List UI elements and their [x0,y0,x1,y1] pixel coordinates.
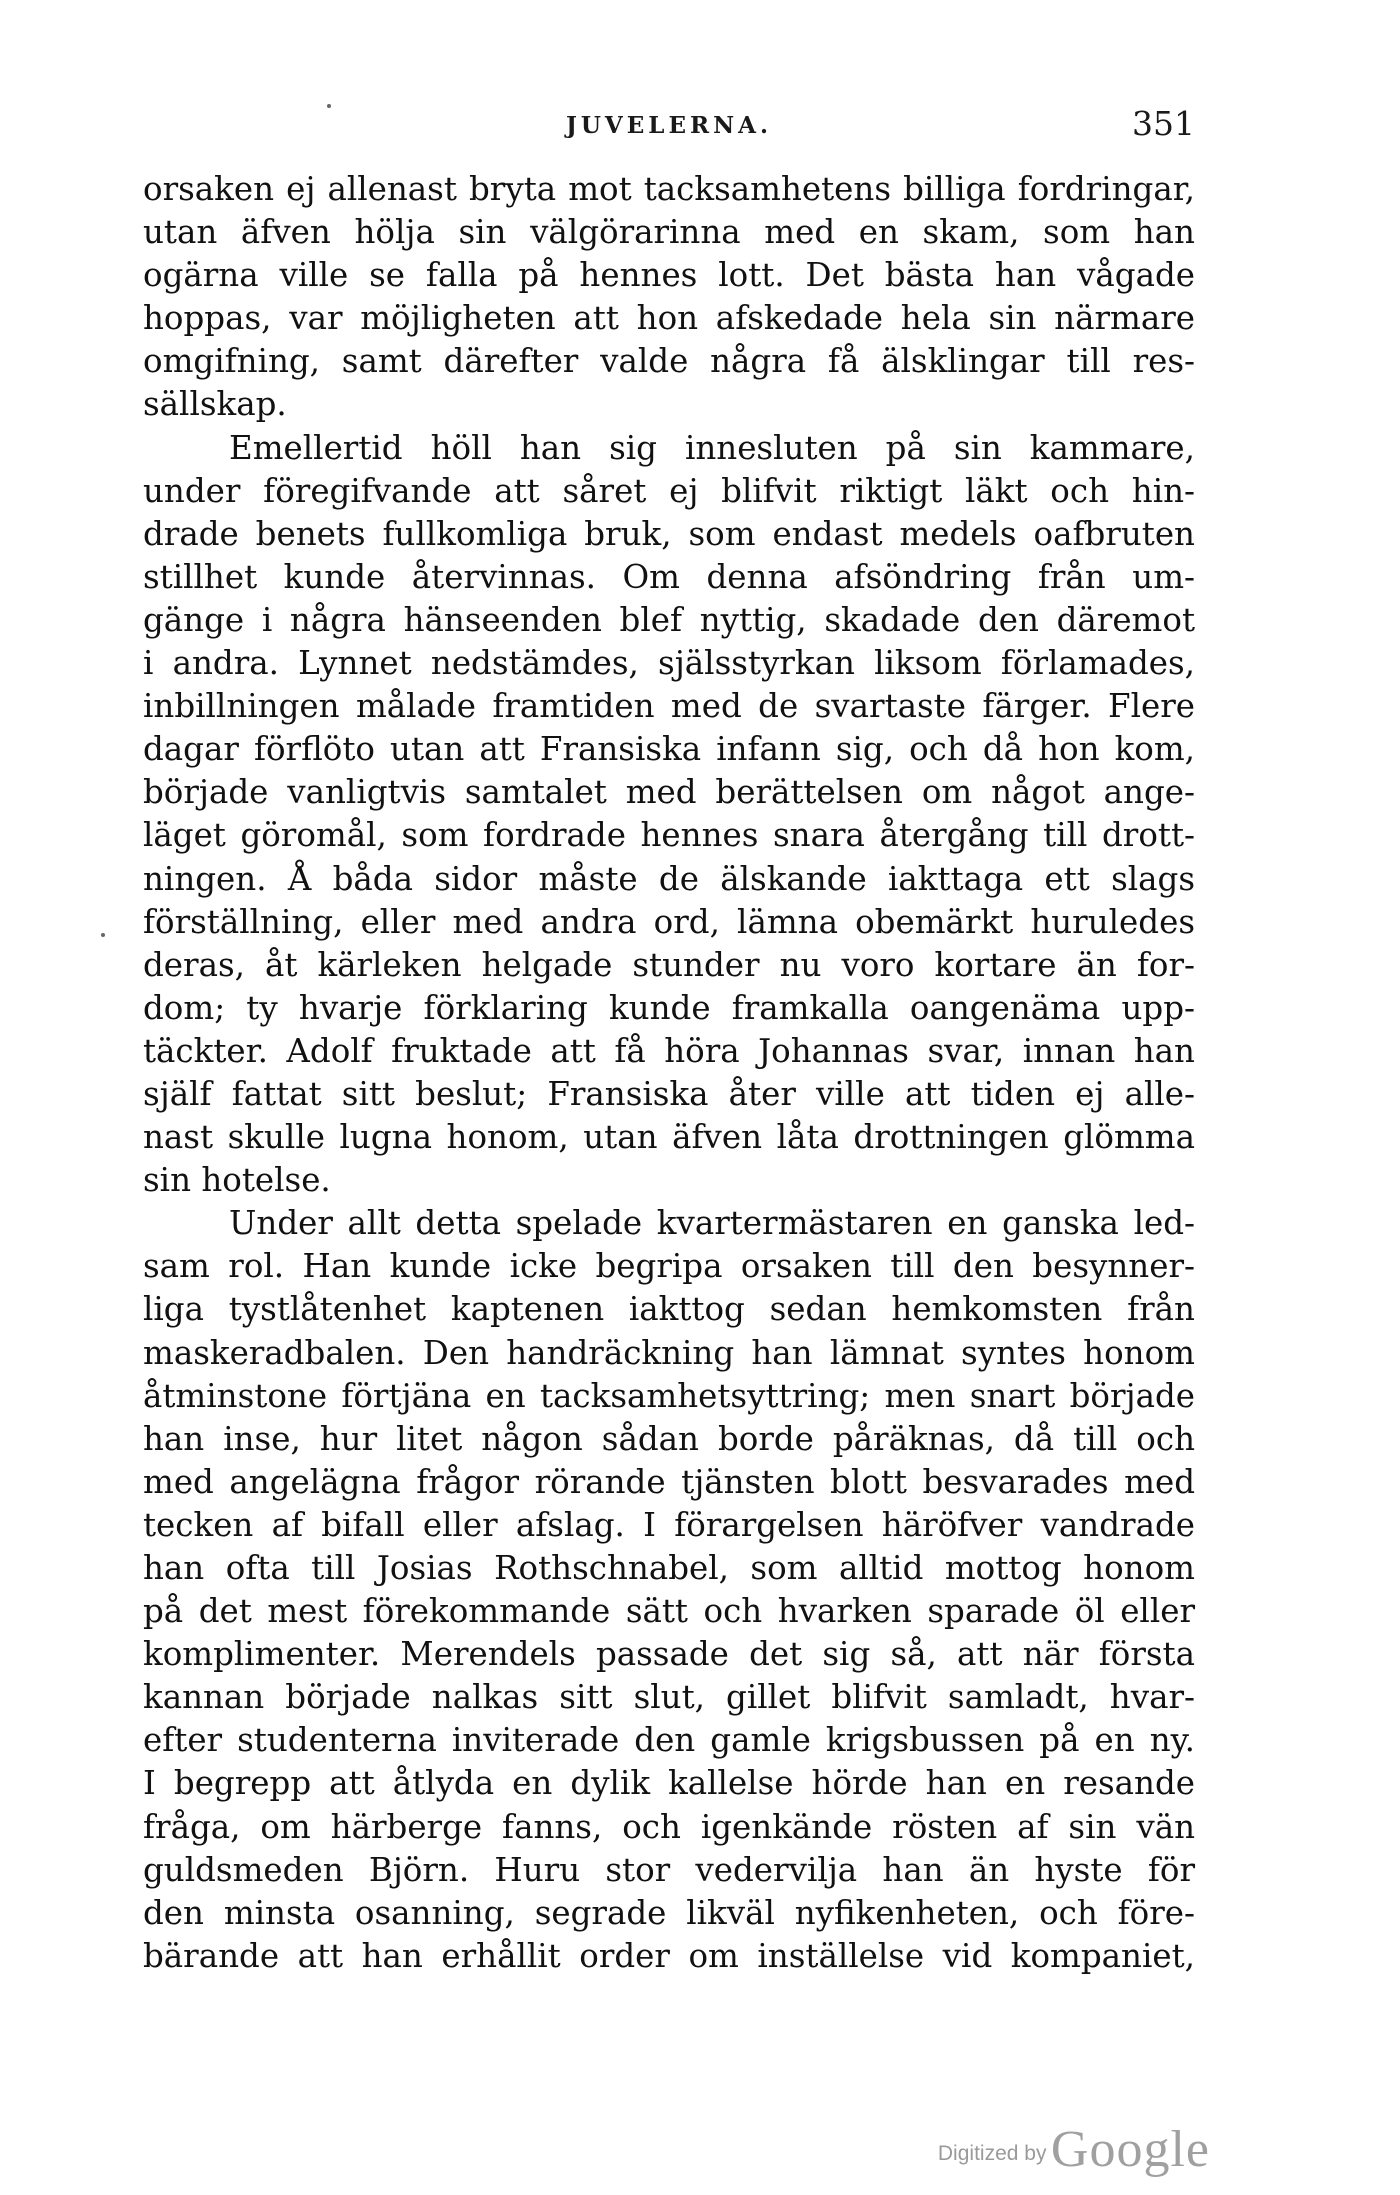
text-line: hoppas, var möjligheten att hon afskedade hela sin närmare [143,299,1195,338]
text-line: bärande att han erhållit order om inställelse vid kompaniet, [143,1936,1195,1975]
text-line: deras, åt kärleken helgade stunder nu voro kortare än for- [143,945,1195,984]
text-line: under föregifvande att såret ej blifvit riktigt läkt och hin- [143,471,1195,510]
text-line: ningen. Å båda sidor måste de älskande iakttaga ett slags [143,859,1195,898]
text-line: fråga, om härberge fanns, och igenkände rösten af sin vän [143,1807,1195,1846]
text-line: utan äfven hölja sin välgörarinna med en skam, som han [143,213,1195,252]
text-line: läget göromål, som fordrade hennes snara återgång till drott- [143,816,1195,855]
text-line: han ofta till Josias Rothschnabel, som alltid mottog honom [143,1549,1195,1587]
text-line: dagar förflöto utan att Fransiska infann sig, och då hon kom, [143,730,1195,769]
text-line: kannan började nalkas sitt slut, gillet blifvit samladt, hvar- [143,1678,1195,1717]
text-line: sällskap. [143,385,287,424]
text-line: gänge i några hänseenden blef nyttig, skadade den däremot [143,600,1195,639]
text-line: började vanligtvis samtalet med berättelsen om något ange- [143,773,1195,812]
watermark-prefix: Digitized by [937,2142,1047,2165]
text-line: nast skulle lugna honom, utan äfven låta drottningen glömma [143,1118,1195,1157]
text-line: guldsmeden Björn. Huru stor vedervilja han än hyste för [143,1850,1195,1889]
text-line: sin hotelse. [143,1161,331,1200]
text-line: maskeradbalen. Den handräckning han lämnat syntes honom [143,1333,1195,1372]
text-line: den minsta osanning, segrade likväl nyfikenheten, och före- [143,1893,1195,1932]
running-header [143,104,1195,154]
digitized-watermark [938,2120,1210,2179]
stray-ink-mark [327,104,331,108]
body-text [143,168,1195,1978]
text-line: orsaken ej allenast bryta mot tacksamhetens billiga fordringar, [143,170,1195,208]
google-logo: Google [1050,2121,1210,2178]
text-line: I begrepp att åtlyda en dylik kallelse hörde han en resande [143,1764,1195,1803]
text-line: täckter. Adolf fruktade att få höra Johannas svar, innan han [143,1031,1195,1070]
text-line: liga tystlåtenhet kaptenen iakttog sedan hemkomsten från [143,1290,1195,1329]
text-line: sam rol. Han kunde icke begripa orsaken till den besynner- [143,1247,1195,1286]
text-line: på det mest förekommande sätt och hvarken sparade öl eller [143,1592,1195,1631]
text-line: inbillningen målade framtiden med de svartaste färger. Flere [143,687,1195,726]
text-line: drade benets fullkomliga bruk, som endast medels oafbruten [143,514,1195,553]
text-line: tecken af bifall eller afslag. I förargelsen häröfver vandrade [143,1505,1195,1544]
text-line: han inse, hur litet någon sådan borde påräknas, då till och [143,1419,1195,1458]
text-line: efter studenterna inviterade den gamle krigsbussen på en ny. [143,1721,1195,1760]
text-line: Under allt detta spelade kvartermästaren en ganska led- [229,1204,1195,1243]
text-line: förställning, eller med andra ord, lämna obemärkt huruledes [143,902,1195,941]
text-line: i andra. Lynnet nedstämdes, själsstyrkan liksom förlamades, [143,644,1195,683]
text-line: med angelägna frågor rörande tjänsten blott besvarades med [143,1462,1195,1501]
text-line: själf fattat sitt beslut; Fransiska åter ville att tiden ej alle- [143,1074,1195,1113]
stray-ink-mark [101,933,105,937]
text-line: Emellertid höll han sig innesluten på sin kammare, [229,428,1195,467]
text-line: ogärna ville se falla på hennes lott. Det bästa han vågade [143,256,1195,295]
text-line: komplimenter. Merendels passade det sig så, att när första [143,1635,1195,1674]
text-line: dom; ty hvarje förklaring kunde framkalla oangenäma upp- [143,988,1195,1027]
running-title: JUVELERNA. [565,112,772,139]
text-line: åtminstone förtjäna en tacksamhetsyttring; men snart började [143,1376,1195,1415]
text-line: omgifning, samt därefter valde några få älsklingar till res- [143,342,1195,381]
text-line: stillhet kunde återvinnas. Om denna afsöndring från um- [143,557,1195,596]
page-number: 351 [1132,104,1195,143]
